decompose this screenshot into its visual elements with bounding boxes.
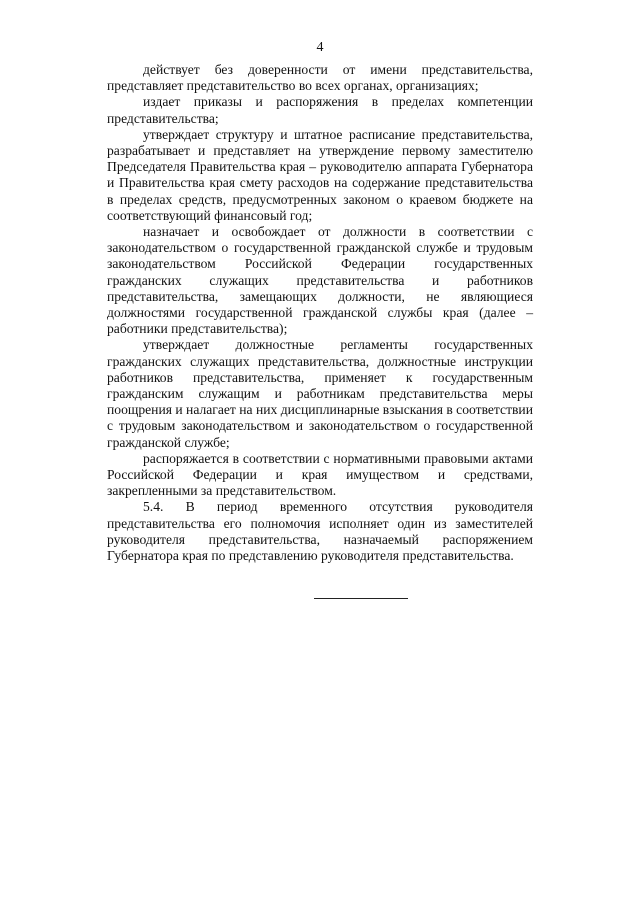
paragraph-appointment: назначает и освобождает от должности в соответствии с законодательством о государственной гражданской службе и трудовым законодательством Российской Федерации государственных гражданских служащих представительства и работников представительства, замещающих должности, не являющиеся должностями государственной гражданской службы края (далее – работники представительства);	[107, 224, 533, 337]
paragraph-section-5-4: 5.4. В период временного отсутствия руководителя представительства его полномочия исполняет один из заместителей руководителя представительства, назначаемый распоряжением Губернатора края по представлению руководителя представительства.	[107, 499, 533, 564]
paragraph-structure-budget: утверждает структуру и штатное расписание представительства, разрабатывает и представляет на утверждение первому заместителю Председателя Правительства края – руководителю аппарата Губернатора и Правительства края смету расходов на содержание представительства в пределах средств, предусмотренных законом о краевом бюджете на соответствующий финансовый год;	[107, 126, 533, 223]
end-separator-line	[314, 598, 408, 599]
paragraph-property: распоряжается в соответствии с нормативными правовыми актами Российской Федерации и края имуществом и средствами, закрепленными за представительством.	[107, 450, 533, 499]
paragraph-powers-representation: действует без доверенности от имени представительства, представляет представительство во всех органах, организациях;	[107, 62, 533, 94]
paragraph-regulations-discipline: утверждает должностные регламенты государственных гражданских служащих представительства, должностные инструкции работников представительства, применяет к государственным гражданским служащим и работникам представительства меры поощрения и налагает на них дисциплинарные взыскания в соответствии с трудовым законодательством и законодательством о государственной гражданской службе;	[107, 337, 533, 450]
document-body	[107, 62, 533, 564]
page-number: 4	[316, 40, 324, 55]
paragraph-orders: издает приказы и распоряжения в пределах компетенции представительства;	[107, 94, 533, 126]
